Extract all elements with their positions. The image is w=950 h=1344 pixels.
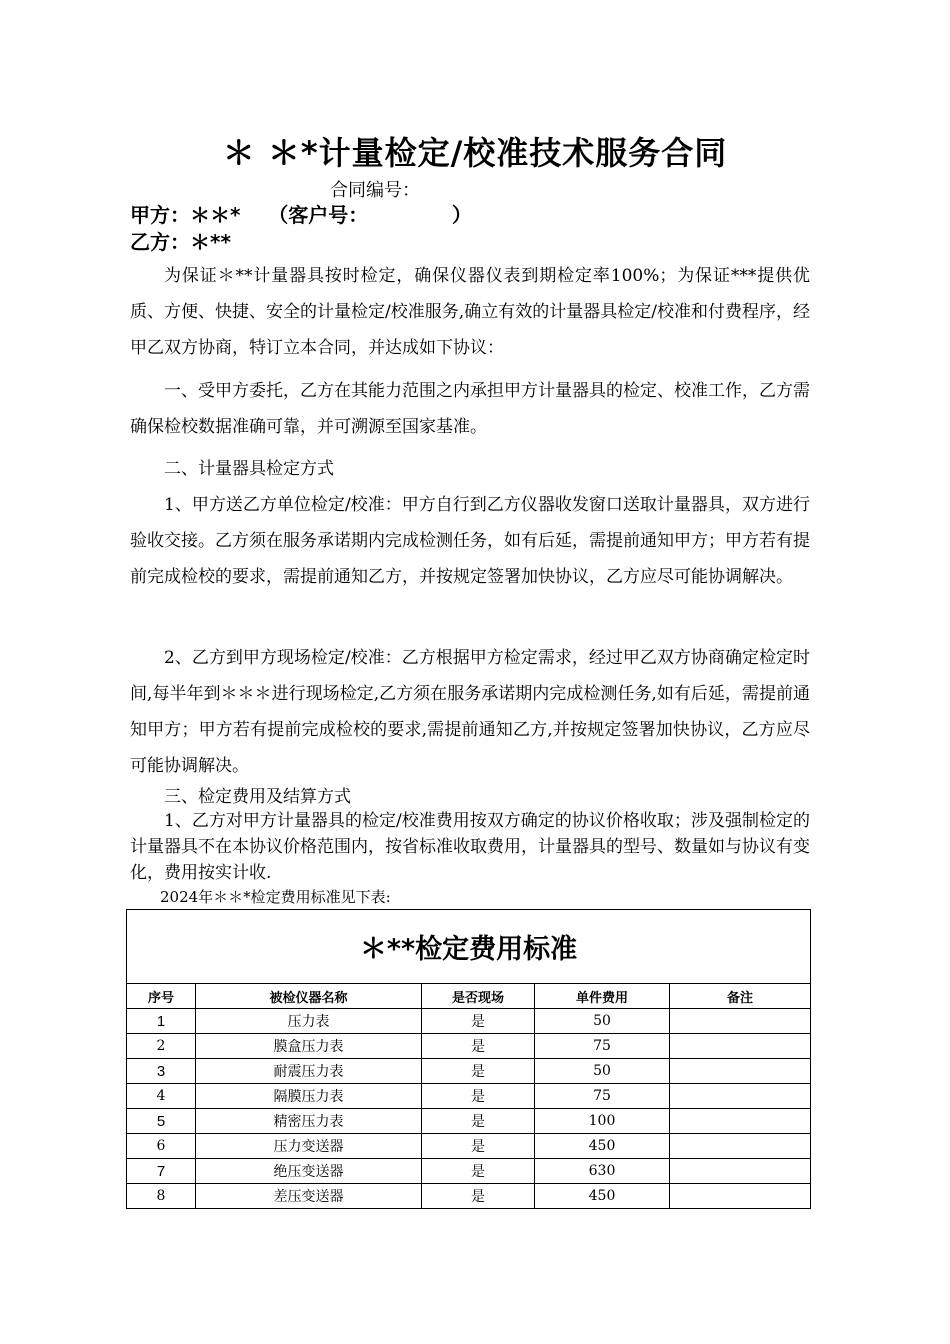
instrument-name: 绝压变送器: [196, 1159, 422, 1184]
instrument-name: 精密压力表: [196, 1109, 422, 1134]
instrument-name: 耐震压力表: [196, 1059, 422, 1084]
fee-table-header-row: [127, 984, 811, 1009]
unit-fee: 630: [535, 1159, 670, 1184]
instrument-name: 膜盒压力表: [196, 1034, 422, 1059]
paragraph-heading-2: 二、计量器具检定方式: [164, 459, 334, 479]
table-row: [127, 1009, 811, 1034]
unit-fee: 100: [535, 1109, 670, 1134]
remark: [670, 1159, 811, 1184]
paragraph-preamble: 为保证＊**计量器具按时检定，确保仪器仪表到期检定率100%；为保证***提供优质、方便、快捷、安全的计量检定/校准服务,确立有效的计量器具检定/校准和付费程序，经甲乙双方协商，特订立本合同，并达成如下协议：: [130, 266, 810, 358]
header-cell: 是否现场: [422, 984, 535, 1009]
contract-number-label: 合同编号：: [330, 180, 420, 201]
instrument-name: 隔膜压力表: [196, 1084, 422, 1109]
table-row: [127, 1059, 811, 1084]
remark: [670, 1134, 811, 1159]
party-a: 甲方：＊＊* （客户号： ）: [130, 203, 472, 227]
row-index: 8: [127, 1184, 196, 1209]
instrument-name: 压力表: [196, 1009, 422, 1034]
on-site: 是: [422, 1009, 535, 1034]
remark: [670, 1184, 811, 1209]
unit-fee: 50: [535, 1009, 670, 1034]
table-row: [127, 1184, 811, 1209]
row-index: 2: [127, 1034, 196, 1059]
on-site: 是: [422, 1159, 535, 1184]
header-cell: 单件费用: [535, 984, 670, 1009]
unit-fee: 75: [535, 1034, 670, 1059]
row-index: 7: [127, 1159, 196, 1184]
on-site: 是: [422, 1184, 535, 1209]
paragraph-clause-2-2: 2、乙方到甲方现场检定/校准：乙方根据甲方检定需求，经过甲乙双方协商确定检定时间,每半年到＊＊＊进行现场检定,乙方须在服务承诺期内完成检测任务,如有后延，需提前通知甲方；甲方若有提前完成检校的要求,需提前通知乙方,并按规定签署加快协议，乙方应尽可能协调解决。: [130, 648, 810, 776]
table-row: [127, 1134, 811, 1159]
remark: [670, 1084, 811, 1109]
on-site: 是: [422, 1134, 535, 1159]
paragraph-clause-1: 一、受甲方委托，乙方在其能力范围之内承担甲方计量器具的检定、校准工作，乙方需确保检校数据准确可靠，并可溯源至国家基准。: [130, 381, 810, 437]
table-row: [127, 1159, 811, 1184]
paragraph-clause-2-1: 1、甲方送乙方单位检定/校准：甲方自行到乙方仪器收发窗口送取计量器具，双方进行验收交接。乙方须在服务承诺期内完成检测任务，如有后延，需提前通知甲方；甲方若有提前完成检校的要求，需提前通知乙方，并按规定签署加快协议，乙方应尽可能协调解决。: [130, 495, 810, 587]
instrument-name: 差压变送器: [196, 1184, 422, 1209]
table-row: [127, 1034, 811, 1059]
header-cell: 被检仪器名称: [196, 984, 422, 1009]
unit-fee: 450: [535, 1184, 670, 1209]
on-site: 是: [422, 1059, 535, 1084]
paragraph-heading-3: 三、检定费用及结算方式: [164, 787, 351, 807]
party-b: 乙方：＊**: [130, 230, 231, 254]
row-index: 6: [127, 1134, 196, 1159]
remark: [670, 1109, 811, 1134]
row-index: 4: [127, 1084, 196, 1109]
remark: [670, 1009, 811, 1034]
fee-table: [126, 909, 811, 1209]
instrument-name: 压力变送器: [196, 1134, 422, 1159]
unit-fee: 75: [535, 1084, 670, 1109]
on-site: 是: [422, 1034, 535, 1059]
header-cell: 备注: [670, 984, 811, 1009]
unit-fee: 50: [535, 1059, 670, 1084]
paragraph-clause-3-1: 1、乙方对甲方计量器具的检定/校准费用按双方确定的协议价格收取；涉及强制检定的计量器具不在本协议价格范围内，按省标准收取费用，计量器具的型号、数量如与协议有变化，费用按实计收.: [130, 811, 810, 883]
row-index: 5: [127, 1109, 196, 1134]
row-index: 1: [127, 1009, 196, 1034]
table-row: [127, 1109, 811, 1134]
paragraph-table-intro: 2024年＊＊*检定费用标准见下表:: [160, 888, 391, 906]
remark: [670, 1059, 811, 1084]
row-index: 3: [127, 1059, 196, 1084]
on-site: 是: [422, 1109, 535, 1134]
table-row: [127, 1084, 811, 1109]
document-title: ＊ ＊*计量检定/校准技术服务合同: [222, 134, 728, 172]
on-site: 是: [422, 1084, 535, 1109]
fee-table-caption: ＊**检定费用标准: [127, 910, 811, 984]
unit-fee: 450: [535, 1134, 670, 1159]
remark: [670, 1034, 811, 1059]
header-cell: 序号: [127, 984, 196, 1009]
